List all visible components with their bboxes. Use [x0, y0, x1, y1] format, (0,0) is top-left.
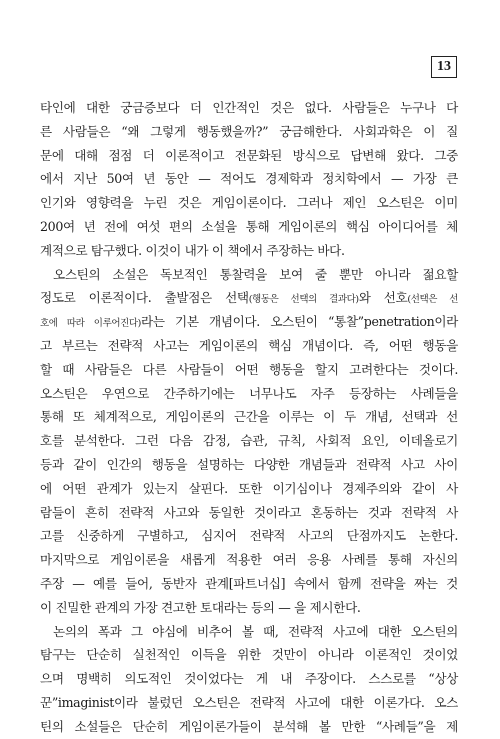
- text-segment: 정도로 이론적이다. 출발점은 선택: [40, 290, 249, 306]
- text-line: 등과 같이 인간의 행동을 설명하는 다양한 개념들과 전략적 사고 사이: [40, 456, 458, 472]
- text-line: 계적으로 탐구했다. 이것이 내가 이 책에서 주장하는 바다.: [40, 242, 345, 258]
- inline-note: 호에 따라 이루어진다): [40, 318, 141, 330]
- paragraph-3: [40, 620, 458, 739]
- text-line: 통해 또 체계적으로, 게임이론의 근간을 이루는 이 두 개념, 선택과 선: [40, 409, 458, 425]
- text-line: 에 어떤 관계가 있는지 살핀다. 또한 이기심이나 경제주의와 같이 사: [40, 480, 458, 496]
- text-line: 틴의 소설들은 단순히 게임이론가들이 분석해 볼 만한 “사례들”을 제: [40, 718, 458, 734]
- text-line: 꾼”imaginist이라 불렀던 오스틴은 전략적 사고에 대한 이론가다. 오스: [40, 694, 458, 710]
- paragraph-2: [40, 263, 458, 620]
- text-line: 마지막으로 게임이론을 새롭게 적용한 여러 응용 사례를 통해 자신의: [40, 552, 458, 568]
- text-line-with-notes: [40, 286, 458, 310]
- inline-note: (행동은 선택의 결과다): [248, 294, 359, 306]
- text-line: 탐구는 단순히 실천적인 이득을 위한 것만이 아니라 이론적인 것이었: [40, 647, 458, 663]
- text-line: 으며 명백히 의도적인 것이었다는 게 내 주장이다. 스스로를 “상상: [40, 671, 458, 687]
- paragraph-1: [40, 96, 458, 263]
- text-line: 인기와 영향력을 누린 것은 게임이론이다. 그러나 제인 오스틴은 이미: [40, 195, 458, 211]
- text-line: 오스틴의 소설은 독보적인 통찰력을 보여 줄 뿐만 아니라 젊요할: [53, 266, 458, 282]
- text-line: 타인에 대한 궁금증보다 더 인간적인 것은 없다. 사람들은 누구나 다: [40, 100, 458, 115]
- body-text: [40, 96, 458, 739]
- text-line: 주장 — 예를 들어, 동반자 관계[파트너십] 속에서 함께 전략을 짜는 것: [40, 575, 458, 591]
- text-segment: 라는 기본 개념이다. 오스틴이 “통찰”penetration이라: [141, 314, 458, 330]
- page-number: 13: [431, 56, 457, 78]
- text-line: 200여 년 전에 여섯 편의 소설을 통해 게임이론의 핵심 아이디어를 체: [40, 218, 458, 234]
- text-line: 고를 신중하게 구별하고, 심지어 전략적 사고의 단점까지도 논한다.: [40, 528, 458, 544]
- text-line: 논의의 폭과 그 야심에 비추어 볼 때, 전략적 사고에 대한 오스틴의: [53, 623, 458, 639]
- text-line: 른 사람들은 “왜 그렇게 행동했을까?” 궁금해한다. 사회과학은 이 질: [40, 123, 458, 139]
- text-line-with-notes: [40, 310, 458, 334]
- text-line: 이 진밀한 관계의 가장 견고한 토대라는 등의 — 을 제시한다.: [40, 599, 361, 615]
- text-line: 고 부르는 전략적 사고는 게임이론의 핵심 개념이다. 즉, 어떤 행동을: [40, 337, 458, 353]
- text-line: 할 때 사람들은 다른 사람들이 어떤 행동을 할지 고려한다는 것이다.: [40, 361, 458, 377]
- text-line: 람들이 흔히 전략적 사고와 동일한 것이라고 혼동하는 것과 전략적 사: [40, 504, 458, 520]
- text-line: 에서 지난 50여 년 동안 — 적어도 경제학과 정치학에서 — 가장 큰: [40, 171, 458, 187]
- text-line: 오스틴은 우연으로 간주하기에는 너무나도 자주 등장하는 사례들을: [40, 385, 458, 401]
- inline-note: (선택은 선: [407, 294, 458, 306]
- text-line: 호를 분석한다. 그런 다음 감정, 습관, 규칙, 사회적 요인, 이데올로기: [40, 433, 458, 449]
- text-segment: 와 선호: [358, 290, 408, 306]
- text-line: 문에 대해 점점 더 이론적이고 전문화된 방식으로 답변해 왔다. 그중: [40, 147, 458, 163]
